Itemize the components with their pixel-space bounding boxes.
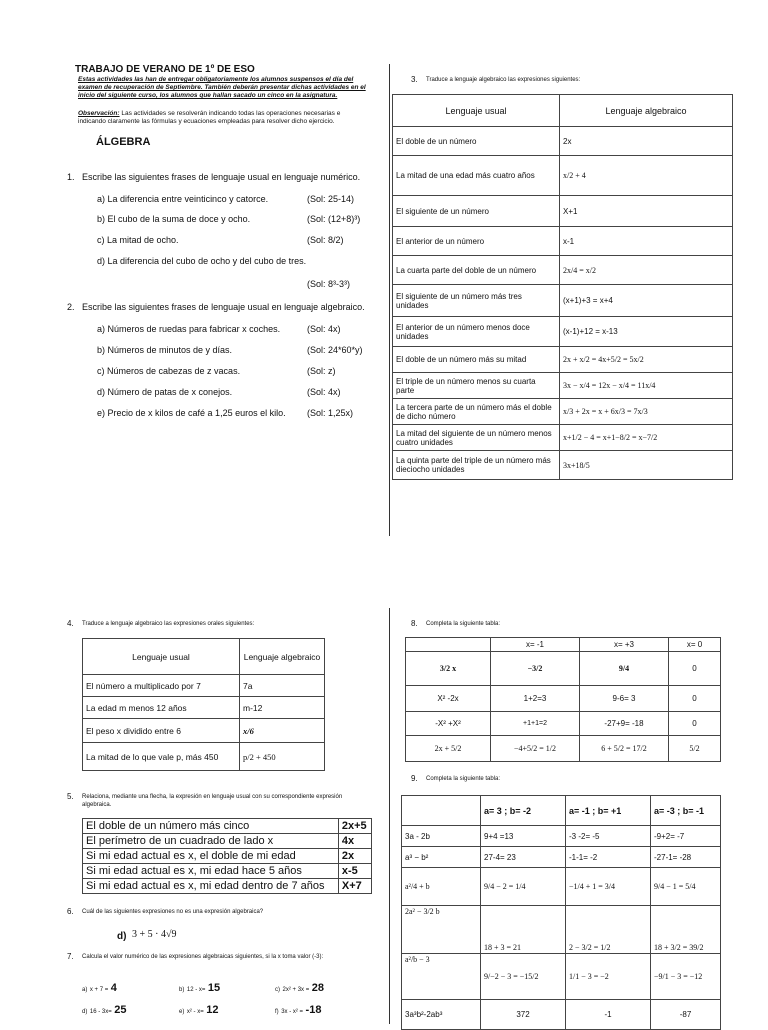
ex7-item — [82, 982, 117, 994]
ex8-cell: −3/2 — [491, 652, 580, 686]
ex1-sol: (Sol: (12+8)³) — [307, 214, 361, 224]
ex7-value: 25 — [114, 1004, 127, 1016]
ex4-alg: x/6 — [240, 719, 325, 743]
ex4-alg: 7a — [240, 675, 325, 697]
ex3-alg: 3x+18/5 — [560, 451, 733, 480]
ex9-cell: a²/b − 3 — [402, 954, 481, 1000]
ex4-usual: La mitad de lo que vale p, más 450 — [83, 743, 240, 771]
ex6-number: 6. — [67, 907, 74, 916]
ex4-prompt: Traduce a lenguaje algebraico las expresiones orales siguientes: — [82, 621, 255, 627]
ex4-header-alg: Lenguaje algebraico — [240, 639, 325, 675]
ex3-alg: (x-1)+12 = x-13 — [560, 317, 733, 347]
ex1-sol: (Sol: 25-14) — [307, 194, 355, 204]
ex5-alg: x-5 — [338, 864, 371, 879]
ex9-header: a= -3 ; b= -1 — [651, 796, 721, 826]
ex8-header: x= +3 — [580, 638, 669, 652]
ex8-prompt: Completa la siguiente tabla: — [426, 621, 501, 627]
ex3-usual: El anterior de un número menos doce unidades — [393, 317, 560, 347]
ex7-expr: 3x - x² = — [281, 1009, 304, 1015]
ex1-item: c) La mitad de ocho. — [97, 235, 179, 245]
ex9-cell: 3a³b²-2ab³ — [402, 1000, 481, 1030]
ex9-cell: −9/1 − 3 = −12 — [651, 954, 721, 1000]
ex3-alg: 3x − x/4 = 12x − x/4 = 11x/4 — [560, 373, 733, 399]
ex1-number: 1. — [67, 172, 75, 182]
ex2-sol: (Sol: 4x) — [307, 387, 341, 397]
ex8-cell: +1+1=2 — [491, 712, 580, 736]
ex9-cell: 27-4= 23 — [481, 847, 566, 868]
ex3-alg: x+1/2 − 4 = x+1−8/2 = x−7/2 — [560, 425, 733, 451]
ex4-alg: p/2 + 450 — [240, 743, 325, 771]
ex4-usual: El número a multiplicado por 7 — [83, 675, 240, 697]
ex7-expr: 12 - x= — [186, 987, 206, 993]
observation-label: Observación: — [78, 110, 120, 117]
observation-text: Las actividades se resolverán indicando todas las operaciones necesarias e indicando claramente las fórmulas y ecuaciones empleadas para resolver dicho ejercicio. — [78, 110, 341, 125]
ex9-header: a= -1 ; b= +1 — [566, 796, 651, 826]
ex3-usual: El doble de un número — [393, 127, 560, 156]
ex9-cell: -87 — [651, 1000, 721, 1030]
ex9-table — [401, 795, 721, 1030]
ex2-item: b) Números de minutos de y días. — [97, 345, 233, 355]
ex7-value: 15 — [207, 982, 221, 994]
ex5-usual: Si mi edad actual es x, mi edad dentro de 7 años — [83, 879, 339, 894]
ex3-alg: X+1 — [560, 196, 733, 227]
ex8-cell: X² -2x — [406, 686, 491, 712]
ex3-alg: x-1 — [560, 227, 733, 256]
ex2-item: a) Números de ruedas para fabricar x coches. — [97, 324, 281, 334]
ex4-usual: El peso x dividido entre 6 — [83, 719, 240, 743]
ex3-usual: La mitad del siguiente de un número menos cuatro unidades — [393, 425, 560, 451]
ex5-usual: Si mi edad actual es x, el doble de mi edad — [83, 849, 339, 864]
ex9-prompt: Completa la siguiente tabla: — [426, 776, 501, 782]
ex8-header: x= 0 — [669, 638, 721, 652]
ex1-sol: (Sol: 8³-3³) — [307, 279, 351, 289]
ex9-cell: a³ − b² — [402, 847, 481, 868]
ex3-table — [392, 94, 733, 480]
ex8-cell: 6 + 5/2 = 17/2 — [580, 736, 669, 762]
ex1-item: d) La diferencia del cubo de ocho y del cubo de tres. — [97, 256, 307, 266]
ex5-alg: X+7 — [338, 879, 371, 894]
ex9-cell: 3a - 2b — [402, 826, 481, 847]
ex8-cell: -X² +X² — [406, 712, 491, 736]
ex7-label: a) — [82, 987, 88, 993]
ex7-prompt: Calcula el valor numérico de las expresiones algebraicas siguientes, si la x toma valor (-3): — [82, 954, 324, 960]
ex9-cell: 2 − 3/2 = 1/2 — [566, 906, 651, 954]
ex3-alg: x/3 + 2x = x + 6x/3 = 7x/3 — [560, 399, 733, 425]
ex3-prompt: Traduce a lenguaje algebraico las expresiones siguientes: — [426, 77, 581, 83]
ex8-cell: 3/2 x — [406, 652, 491, 686]
ex7-number: 7. — [67, 952, 74, 961]
section-heading: ÁLGEBRA — [96, 136, 151, 148]
ex8-cell: 9-6= 3 — [580, 686, 669, 712]
ex8-cell: 0 — [669, 652, 721, 686]
ex5-prompt: Relaciona, mediante una flecha, la expresión en lenguaje usual con su correspondiente expresión algebraica. — [82, 794, 343, 808]
ex6-prompt: Cuál de las siguientes expresiones no es una expresión algebraica? — [82, 909, 264, 915]
ex7-label: f) — [275, 1009, 279, 1015]
ex8-header — [406, 638, 491, 652]
ex7-value: 12 — [206, 1004, 219, 1016]
ex9-cell: −1/4 + 1 = 3/4 — [566, 868, 651, 906]
ex3-usual: El siguiente de un número más tres unidades — [393, 285, 560, 317]
ex7-expr: x + 7 = — [89, 987, 109, 993]
ex8-cell: -27+9= -18 — [580, 712, 669, 736]
ex3-usual: El triple de un número menos su cuarta parte — [393, 373, 560, 399]
column-divider — [389, 64, 390, 536]
ex7-item — [179, 1004, 218, 1016]
ex2-item: c) Números de cabezas de z vacas. — [97, 366, 241, 376]
ex6-answer: 3 + 5 · 4√9 — [132, 929, 177, 940]
ex7-item — [179, 982, 220, 994]
page-title: TRABAJO DE VERANO DE 1º DE ESO — [75, 64, 255, 75]
ex7-expr: x² - x= — [186, 1009, 204, 1015]
ex9-cell: 9/4 − 1 = 5/4 — [651, 868, 721, 906]
ex9-header — [402, 796, 481, 826]
ex7-item — [82, 1004, 126, 1016]
ex7-label: c) — [275, 987, 280, 993]
column-divider — [389, 608, 390, 1024]
ex1-prompt: Escribe las siguientes frases de lenguaje usual en lenguaje numérico. — [82, 172, 361, 182]
ex9-cell: 9+4 =13 — [481, 826, 566, 847]
ex2-prompt: Escribe las siguientes frases de lenguaje usual en lenguaje algebraico. — [82, 302, 365, 312]
ex3-usual: La tercera parte de un número más el doble de dicho número — [393, 399, 560, 425]
ex2-sol: (Sol: 4x) — [307, 324, 341, 334]
ex8-header: x= -1 — [491, 638, 580, 652]
ex1-sol: (Sol: 8/2) — [307, 235, 344, 245]
ex7-label: d) — [82, 1009, 88, 1015]
ex9-cell: 2a² − 3/2 b — [402, 906, 481, 954]
ex1-item: b) El cubo de la suma de doce y ocho. — [97, 214, 251, 224]
ex3-alg: x/2 + 4 — [560, 156, 733, 196]
ex9-cell: 372 — [481, 1000, 566, 1030]
ex9-cell: a²/4 + b — [402, 868, 481, 906]
ex5-usual: El doble de un número más cinco — [83, 819, 339, 834]
ex8-cell: 0 — [669, 686, 721, 712]
ex3-usual: La cuarta parte del doble de un número — [393, 256, 560, 285]
ex3-usual: La quinta parte del triple de un número más dieciocho unidades — [393, 451, 560, 480]
ex5-alg: 4x — [338, 834, 371, 849]
ex7-value: 28 — [311, 982, 324, 994]
ex8-number: 8. — [411, 619, 418, 628]
ex7-expr: 16 - 3x= — [89, 1009, 112, 1015]
ex9-cell: 18 + 3/2 = 39/2 — [651, 906, 721, 954]
ex2-item: d) Número de patas de x conejos. — [97, 387, 233, 397]
ex3-alg: 2x — [560, 127, 733, 156]
ex3-alg: 2x/4 = x/2 — [560, 256, 733, 285]
ex8-table — [405, 637, 721, 762]
ex3-usual: El anterior de un número — [393, 227, 560, 256]
ex7-value: 4 — [110, 982, 117, 994]
ex3-alg: 2x + x/2 = 4x+5/2 = 5x/2 — [560, 347, 733, 373]
ex8-cell: −4+5/2 = 1/2 — [491, 736, 580, 762]
ex5-usual: El perímetro de un cuadrado de lado x — [83, 834, 339, 849]
ex8-cell: 0 — [669, 712, 721, 736]
ex2-number: 2. — [67, 302, 75, 312]
ex3-alg: (x+1)+3 = x+4 — [560, 285, 733, 317]
ex5-table — [82, 818, 372, 894]
ex4-table — [82, 638, 325, 771]
ex3-usual: El doble de un número más su mitad — [393, 347, 560, 373]
ex5-number: 5. — [67, 792, 74, 801]
ex5-usual: Si mi edad actual es x, mi edad hace 5 años — [83, 864, 339, 879]
ex9-number: 9. — [411, 774, 418, 783]
ex4-header-usual: Lenguaje usual — [83, 639, 240, 675]
ex8-cell: 9/4 — [580, 652, 669, 686]
ex7-item — [275, 1004, 321, 1016]
ex9-cell: 18 + 3 = 21 — [481, 906, 566, 954]
ex7-label: e) — [179, 1009, 185, 1015]
ex9-header: a= 3 ; b= -2 — [481, 796, 566, 826]
ex7-value: -18 — [305, 1004, 322, 1016]
ex9-cell: -3 -2= -5 — [566, 826, 651, 847]
ex4-number: 4. — [67, 619, 74, 628]
ex2-sol: (Sol: z) — [307, 366, 336, 376]
ex9-cell: -1-1= -2 — [566, 847, 651, 868]
ex9-cell: 9/−2 − 3 = −15/2 — [481, 954, 566, 1000]
ex7-label: b) — [179, 987, 185, 993]
ex9-cell: 9/4 − 2 = 1/4 — [481, 868, 566, 906]
ex5-alg: 2x+5 — [338, 819, 371, 834]
observation — [78, 110, 368, 126]
ex9-cell: -1 — [566, 1000, 651, 1030]
ex3-header-usual: Lenguaje usual — [393, 95, 560, 127]
ex4-usual: La edad m menos 12 años — [83, 697, 240, 719]
ex4-alg: m-12 — [240, 697, 325, 719]
ex2-sol: (Sol: 1,25x) — [307, 408, 354, 418]
ex7-item — [275, 982, 324, 994]
ex2-sol: (Sol: 24*60*y) — [307, 345, 363, 355]
ex3-usual: La mitad de una edad más cuatro años — [393, 156, 560, 196]
ex8-cell: 1+2=3 — [491, 686, 580, 712]
ex8-cell: 5/2 — [669, 736, 721, 762]
ex1-item: a) La diferencia entre veinticinco y catorce. — [97, 194, 269, 204]
ex9-cell: -27-1= -28 — [651, 847, 721, 868]
intro-text: Estas actividades las han de entregar obligatoriamente los alumnos suspensos el día del examen de recuperación de Septiembre. También deberán presentar dichas actividades en el inicio del siguiente curso, los alumnos que hallan sacado un cinco en la asignatura. — [78, 76, 366, 99]
ex3-header-alg: Lenguaje algebraico — [560, 95, 733, 127]
ex3-usual: El siguiente de un número — [393, 196, 560, 227]
ex3-number: 3. — [411, 75, 418, 84]
ex5-alg: 2x — [338, 849, 371, 864]
ex2-item: e) Precio de x kilos de café a 1,25 euros el kilo. — [97, 408, 286, 418]
ex9-cell: -9+2= -7 — [651, 826, 721, 847]
ex7-expr: 2x² + 3x = — [282, 987, 310, 993]
ex8-cell: 2x + 5/2 — [406, 736, 491, 762]
ex6-answer-label: d) — [117, 931, 127, 942]
ex9-cell: 1/1 − 3 = −2 — [566, 954, 651, 1000]
